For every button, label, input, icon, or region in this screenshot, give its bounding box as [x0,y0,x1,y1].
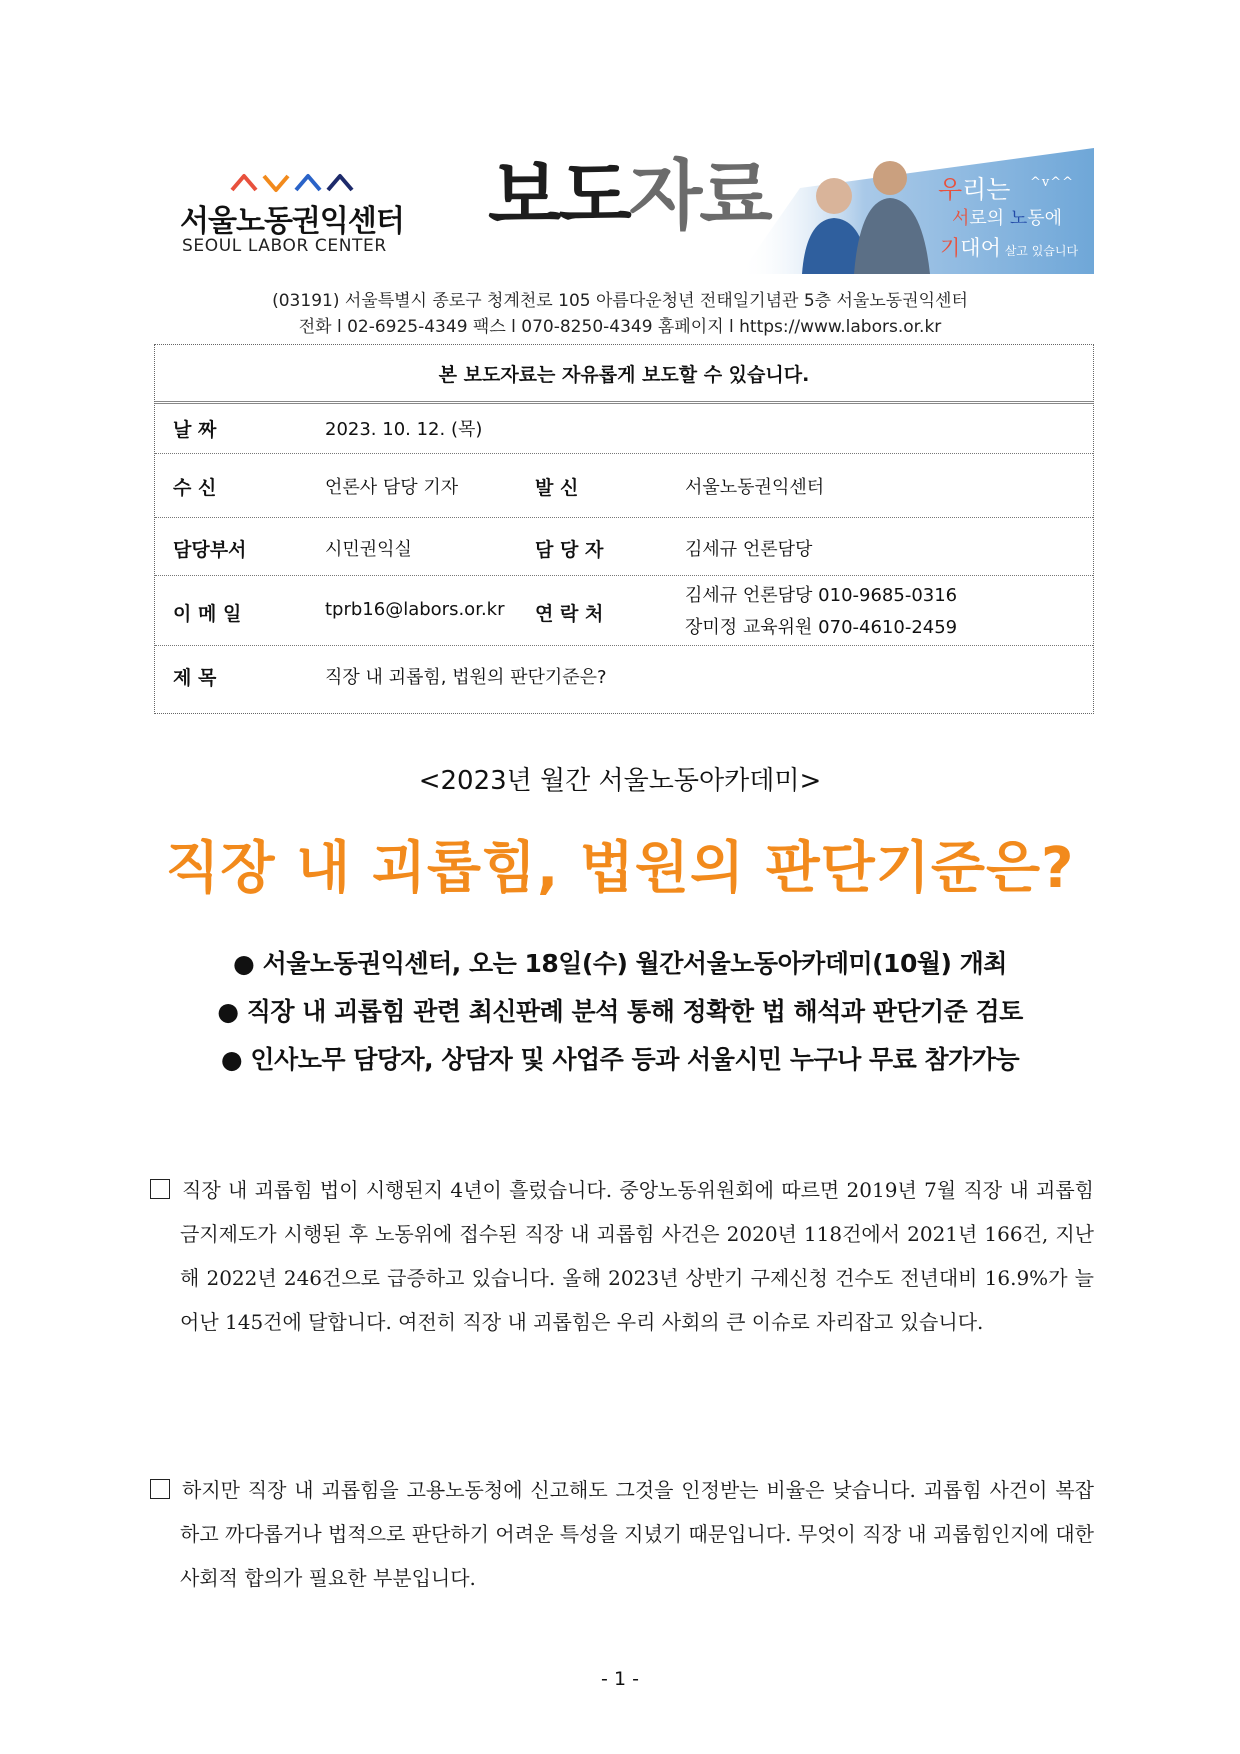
slogan-line-2: 서로의 노동에 [952,208,1063,229]
title-part-2: 자료 [628,151,770,240]
bullet-item: ● 인사노무 담당자, 상담자 및 사업주 등과 서울시민 누구나 무료 참가가능 [220,1045,1020,1074]
phone-value-2: 장미정 교육위원 070-4610-2459 [685,617,958,638]
logo-korean-text: 서울노동권익센터 [180,204,404,239]
manager-value: 김세규 언론담당 [685,539,813,560]
date-label: 날 짜 [173,419,217,441]
email-label: 이 메 일 [173,603,242,625]
checkbox-square-icon [150,1479,170,1499]
logo-english-text: SEOUL LABOR CENTER [182,236,387,256]
subject-label: 제 목 [173,667,217,689]
date-row [155,401,1093,454]
paragraph-2: 하지만 직장 내 괴롭힘을 고용노동청에 신고해도 그것을 인정받는 비율은 낮습니다. 괴롭힘 사건이 복잡하고 까다롭거나 법적으로 판단하기 어려운 특성을 지녔기 때문입니다. 무엇이 직장 내 괴롭힘인지에 대한 사회적 합의가 필요한 부분입니다. [150,1468,1094,1600]
phone-label: 연 락 처 [535,603,604,625]
recipient-sender-row [155,453,1093,518]
headline: 직장 내 괴롭힘, 법원의 판단기준은? [165,836,1075,901]
slogan-line-1: 우리는 [938,175,1011,204]
department-label: 담당부서 [173,539,247,561]
free-reporting-notice: 본 보도자료는 자유롭게 보도할 수 있습니다. [155,345,1093,404]
page-number: - 1 - [601,1668,639,1690]
email-value[interactable]: tprb16@labors.or.kr [325,599,505,620]
recipient-label: 수 신 [173,477,217,499]
subject-value: 직장 내 괴롭힘, 법원의 판단기준은? [325,667,607,688]
address-line: (03191) 서울특별시 종로구 청계천로 105 아름다운청년 전태일기념관 5층 서울노동권익센터 [272,291,968,311]
bullet-item: ● 직장 내 괴롭힘 관련 최신판례 분석 통해 정확한 법 해석과 판단기준 검토 [217,997,1023,1026]
email-phone-row [155,575,1093,646]
date-value: 2023. 10. 12. (목) [325,419,483,440]
seoul-labor-center-logo [180,172,410,262]
manager-label: 담 당 자 [535,539,604,561]
title-part-1: 보도 [488,151,629,240]
checkbox-square-icon [150,1179,170,1199]
contact-line: 전화 l 02-6925-4349 팩스 l 070-8250-4349 홈페이지 l https://www.labors.or.kr [298,317,942,337]
recipient-value: 언론사 담당 기자 [325,477,459,498]
press-release-title [488,151,770,240]
academy-subtitle: <2023년 월간 서울노동아카데미> [418,766,822,796]
department-value: 시민권익실 [325,539,412,560]
slogan-banner [740,148,1094,274]
department-row [155,517,1093,576]
subject-row [155,645,1093,711]
paragraph-1: 직장 내 괴롭힘 법이 시행된지 4년이 흘렀습니다. 중앙노동위원회에 따르면 2019년 7월 직장 내 괴롭힘 금지제도가 시행된 후 노동위에 접수된 직장 내 괴롭힘 사건은 2020년 118건에서 2021년 166건, 지난해 2022년 246건으로 급증하고 있습니다. 올해 2023년 상반기 구제신청 건수도 전년대비 16.9%가 늘어난 145건에 달합니다. 여전히 직장 내 괴롭힘은 우리 사회의 큰 이슈로 자리잡고 있습니다. [150,1168,1094,1344]
press-info-table [154,344,1094,714]
slogan-line-3: 기대어 살고 있습니다 [940,236,1079,260]
phone-value-1: 김세규 언론담당 010-9685-0316 [685,585,958,606]
bullet-item: ● 서울노동권익센터, 오는 18일(수) 월간서울노동아카데미(10월) 개최 [233,949,1007,978]
sender-value: 서울노동권익센터 [685,477,825,498]
slogan-arrows-icon: ^v^^ [1030,175,1075,190]
sender-label: 발 신 [535,477,579,499]
logo-arrows-icon [230,172,358,194]
